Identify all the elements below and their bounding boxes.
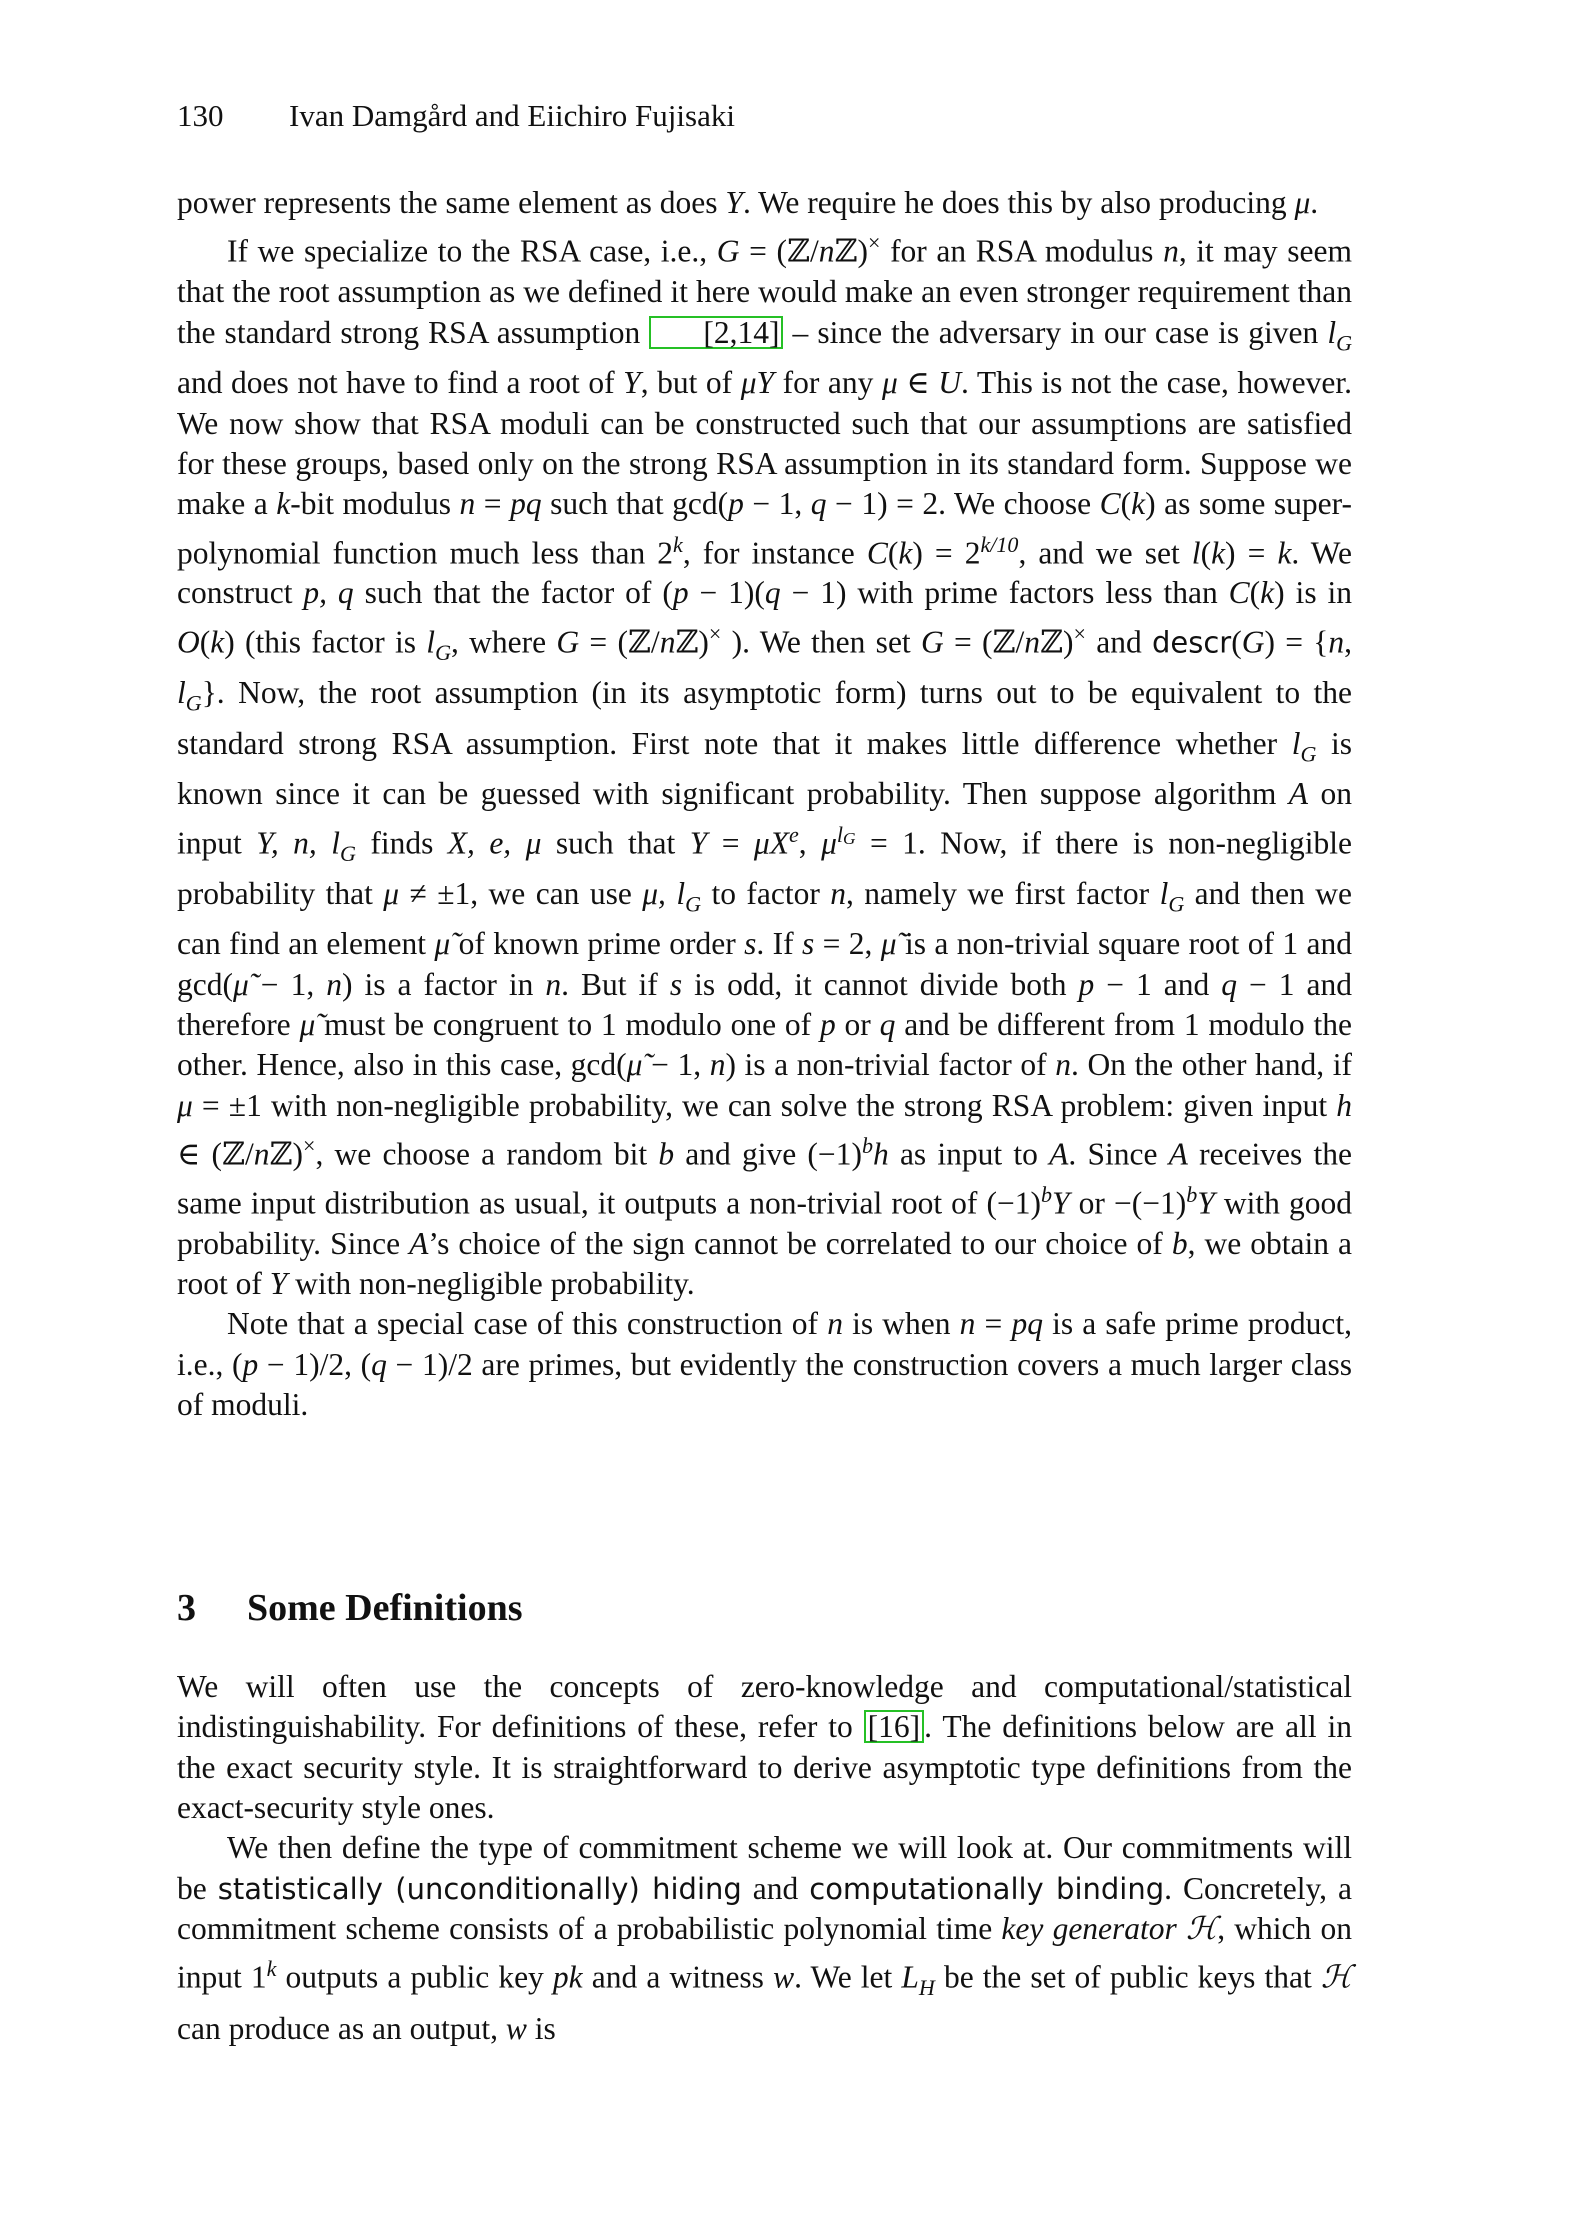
text-run: or [835,1006,880,1042]
math-expression: p, q [303,575,354,611]
text-run: , which on input 1 [177,1911,1352,1995]
paragraph [177,1667,1352,1828]
text-run: ( [1249,575,1261,611]
section-title: Some Definitions [247,1587,523,1629]
text-run: is [526,2010,556,2046]
math-expression: k [1131,486,1146,522]
math-expression: l [426,624,436,660]
math-subscript: G [843,828,856,848]
text-run: ℤ) [269,1136,304,1172]
superscript: × [868,230,881,256]
text-run: We will often use the concepts of zero-knowledge and computational/statistical indistinguishability. For definitions of these, refer to [177,1669,1352,1745]
math-expression: Y [1052,1185,1070,1221]
math-script-symbol: ℋ [1186,1911,1218,1947]
text-run: ) as some super-polynomial function much less than 2 [177,486,1353,571]
text-run: . Concretely, a commitment scheme consists of a probabilistic polynomial time [177,1870,1352,1947]
text-run: – since the adversary in our case is given [783,314,1328,350]
math-expression: μY [740,365,775,401]
math-expression: n [253,1136,270,1172]
text-run: − 1, [642,1047,710,1083]
math-expression: A [1168,1136,1188,1172]
text-run: ℤ) [1040,624,1074,660]
text-run: must be congruent to 1 modulo one of [315,1006,820,1042]
text-run: ) = [1225,535,1278,571]
math-expression: s [801,926,815,962]
math-expression: μ̃ [626,1047,643,1083]
math-expression: pq [1011,1306,1043,1342]
math-expression: μ̃ [299,1006,316,1042]
text-run: with good probability. Since [177,1185,1353,1261]
text-run: ) is in [1274,575,1352,611]
text-run: , [798,825,822,860]
text-run: finds [355,825,448,860]
text-run: = (ℤ/ [739,233,819,269]
math-expression: μ, l [642,875,686,911]
text-run: to factor [701,875,831,911]
text-run: = 2, [814,926,881,962]
math-expression: n [545,966,562,1002]
text-run: − 1 and therefore [177,966,1352,1042]
text-run: and then we can find an element [177,875,1352,962]
text-run: such that the factor of ( [353,575,673,611]
section-number: 3 [177,1587,196,1629]
text-run: , where [450,624,557,660]
math-expression: h [1336,1087,1352,1123]
sans-serif-term: computationally binding [809,1871,1165,1906]
section-body-text [177,1667,1352,2049]
math-expression: n [1163,233,1179,269]
math-expression: s [744,926,757,962]
text-run: ( [887,535,899,571]
text-run: ). We then set [721,624,921,660]
text-run: or −(−1) [1069,1185,1187,1221]
text-run: of known prime order [450,926,745,962]
math-superscript: e [788,821,799,847]
text-run: be the set of public keys that [934,1959,1321,1995]
text-run: ’s choice of the sign cannot be correlated to our choice of [428,1225,1172,1261]
text-run: with non-negligible probability. [287,1266,695,1302]
math-superscript: b [1186,1181,1198,1207]
math-expression: p [672,575,689,611]
text-run: }. Now, the root assumption (in its asymptotic form) turns out to be equivalent to the standard strong RSA assumption. First note that it makes little difference whether [177,674,1352,761]
text-run: power represents the same element as does [177,185,726,220]
math-expression: G [556,624,580,660]
text-run: = [707,825,754,860]
math-expression: s [669,966,683,1002]
math-expression: k [898,535,913,571]
math-expression: G [920,624,944,660]
text-run: receives the same input distribution as usual, it outputs a non-trivial root of (−1) [177,1136,1352,1221]
math-expression: n [459,486,476,522]
math-expression: l [1327,314,1337,350]
text-run: outputs a public key [276,1959,553,1995]
math-expression: q [371,1346,387,1382]
text-run: ) = 2 [912,535,981,571]
text-run: is a non-trivial square root of 1 and gcd( [177,926,1353,1002]
text-run: and a witness [582,1959,774,1995]
text-run: ∈ [897,365,939,401]
text-run: ) (this factor is [224,624,427,660]
text-run: = (ℤ/ [579,624,660,660]
math-subscript: G [435,639,451,665]
text-run: If we specialize to the RSA case, i.e., [227,233,717,269]
text-run: can produce as an output, [177,2010,506,2046]
math-expression: p [242,1346,259,1382]
math-expression: b [658,1136,675,1172]
math-expression: G [1241,624,1265,660]
math-expression: Y [725,185,743,220]
text-run: Note that a special case of this construction of [227,1306,828,1342]
running-head [177,96,1357,136]
text-run: − 1) with prime factors less than [780,575,1229,611]
text-run: We then define the type of commitment scheme we will look at. Our commitments will be [177,1830,1352,1906]
text-run: . If [756,926,802,962]
math-subscript: G [339,840,356,866]
text-run: . We construct [177,535,1352,611]
text-run: − 1 and [1094,966,1222,1002]
math-expression: pq [510,486,542,522]
text-run: . We require he does this by also producing [742,185,1295,220]
text-run: , we choose a random bit [315,1136,659,1172]
paragraph [177,223,1352,1304]
math-expression: G [716,233,740,269]
text-run: is odd, it cannot divide both [682,966,1079,1002]
math-expression: μ̃ [434,926,451,962]
math-expression: X, e, μ [447,825,542,860]
text-run: , but of [640,365,741,401]
math-expression: Y [1197,1185,1215,1221]
math-script-symbol: ℋ [1320,1959,1353,1995]
text-run: and give (−1) [674,1136,862,1172]
text-run: ) is a factor in [341,966,546,1002]
math-expression: q [1221,966,1237,1002]
math-superscript: k [266,1956,277,1982]
math-expression: l [1191,535,1201,571]
math-expression: n [818,233,835,269]
text-run: ∈ (ℤ/ [177,1136,254,1172]
running-head-authors: Ivan Damgård and Eiichiro Fujisaki [289,98,735,133]
text-run: and [1085,624,1152,660]
text-run: is known since it can be guessed with significant probability. Then suppose algorithm [177,725,1352,812]
math-expression: μ [1294,185,1311,220]
superscript: × [1073,620,1086,646]
math-expression: n [1024,624,1041,660]
math-subscript: G [1336,329,1352,355]
math-expression: b [1171,1225,1188,1261]
math-expression: μ [881,365,898,401]
sans-serif-term: statistically (unconditionally) hiding [217,1871,742,1906]
text-run: and [741,1870,810,1906]
math-expression: w [505,2010,527,2046]
math-expression: Y [269,1266,288,1302]
text-run: ) = { [1264,624,1329,660]
page-number: 130 [177,98,224,133]
math-expression: n [1328,624,1345,660]
text-run: = 1. Now, if there is non-negligible probability that [177,825,1352,911]
text-run: . The definitions below are all in the exact security style. It is straightforward to derive asymptotic type definitions from the exact-security style ones. [177,1709,1352,1826]
math-expression: A [1288,776,1309,812]
math-superscript: b [1041,1181,1053,1207]
text-run: ( [199,624,211,660]
math-expression: n [959,1306,976,1342]
text-run: on input [177,776,1353,860]
math-expression: n [659,624,676,660]
text-run: . Since [1068,1136,1169,1172]
math-superscript: l [836,821,844,847]
math-expression: A [1049,1136,1069,1172]
math-expression: l [1291,725,1301,761]
text-run: -bit modulus [290,486,460,522]
text-run: − 1)( [688,575,765,611]
math-subscript: G [185,690,202,716]
text-run: . [1310,185,1319,220]
paragraph [177,183,1352,223]
text-run: , for instance [682,535,867,571]
math-expression: n [709,1047,726,1083]
math-expression: n [827,1306,843,1342]
text-run: . On the other hand, if [1071,1047,1353,1083]
emphasized-term: key generator [1001,1911,1177,1947]
math-expression: l [177,674,186,710]
text-run: = [975,1306,1012,1342]
math-expression: k [1277,535,1292,571]
superscript: × [708,620,722,646]
math-subscript: G [685,890,702,916]
paragraph [177,1304,1352,1425]
text-run: . This is not the case, however. We now show that RSA moduli can be constructed such that our assumptions are satisfied for these groups, based only on the strong RSA assumption in its standard form. Suppose we make a [177,365,1353,522]
superscript: × [303,1133,316,1158]
math-expression: p [1078,966,1095,1002]
math-expression: n [1055,1047,1072,1083]
text-run: for an RSA modulus [880,233,1164,269]
math-superscript: k [673,531,683,557]
math-expression: U [938,365,961,401]
math-expression: pk [552,1959,583,1995]
section-heading [177,1583,523,1633]
math-expression: k [1260,575,1275,611]
math-expression: p [728,486,744,522]
text-run: − 1)/2, ( [258,1346,372,1382]
text-run: , [1344,624,1353,660]
citation-link[interactable]: [2,14] [649,316,783,349]
math-subscript: H [918,1975,935,2001]
math-expression: Y [623,365,641,401]
math-expression: μX [753,825,789,860]
math-expression: q [810,486,827,522]
text-run: = [475,486,511,522]
math-superscript: b [861,1133,873,1158]
text-run: such that gcd( [541,486,729,522]
text-run: ( [1120,486,1132,522]
math-subscript: G [1300,740,1317,766]
text-run: ( [1200,535,1212,571]
text-run: ( [1231,624,1242,660]
math-expression: p [819,1006,836,1042]
text-run: is a safe prime product, i.e., ( [177,1306,1353,1382]
text-run: and be different from 1 modulo the other. Hence, also in this case, gcd( [177,1006,1352,1083]
math-expression: q [764,575,781,611]
text-run: , it may seem that the root assumption as we defined it here would make an even stronger requirement than the standard strong RSA assumption [177,233,1352,350]
math-subscript: G [1168,890,1185,916]
math-expression: μ [821,825,837,860]
math-expression: μ [383,875,400,911]
math-expression: n [830,875,846,911]
math-expression: q [879,1006,896,1042]
text-run: − 1)/2 are primes, but evidently the construction covers a much larger class of moduli. [177,1346,1352,1423]
body-text [177,183,1352,1425]
math-expression: μ̃ [880,926,897,962]
math-expression: w [773,1959,795,1995]
text-run: . We let [794,1959,902,1995]
math-expression: Y [689,825,708,860]
text-run: ≠ ±1, we can use [399,875,643,911]
math-expression: C [1099,486,1121,522]
math-superscript: k/10 [980,531,1019,557]
text-run: , and we set [1018,535,1192,571]
text-run: , namely we first factor [845,875,1160,911]
math-expression: n [326,966,342,1002]
text-run: such that [541,825,690,860]
text-run: . But if [561,966,670,1002]
text-run: for any [774,365,882,401]
text-run: − 1, [743,486,811,522]
math-expression: C [1228,575,1250,611]
text-run: − 1, [248,966,327,1002]
math-expression: μ [177,1087,193,1123]
paragraph [177,1828,1352,2049]
text-run: ) is a non-trivial factor of [725,1047,1056,1083]
text-run: − 1) = 2. We choose [826,486,1100,522]
sans-serif-term: descr [1151,625,1232,660]
math-expression: Y, n, l [256,825,340,860]
math-expression: μ̃ [232,966,249,1002]
text-run: ℤ) [675,624,709,660]
math-expression: L [901,1959,919,1995]
math-expression: h [872,1136,889,1172]
math-expression: k [210,624,225,660]
citation-link[interactable]: [16] [864,1710,924,1743]
math-expression: l [1159,875,1169,911]
text-run: as input to [888,1136,1050,1172]
text-run: ℤ) [834,233,869,269]
math-expression: k [276,486,291,522]
text-run: = ±1 with non-negligible probability, we can solve the strong RSA problem: given input [192,1087,1337,1123]
text-run: = (ℤ/ [943,624,1025,660]
math-expression: k [1211,535,1226,571]
math-expression: A [409,1225,429,1261]
text-run: , we obtain a root of [177,1225,1352,1302]
math-expression: C [866,535,888,571]
text-run: and does not have to find a root of [177,365,624,401]
text-run [1177,1911,1186,1946]
text-run: is when [842,1306,960,1342]
math-expression: O [177,624,200,660]
